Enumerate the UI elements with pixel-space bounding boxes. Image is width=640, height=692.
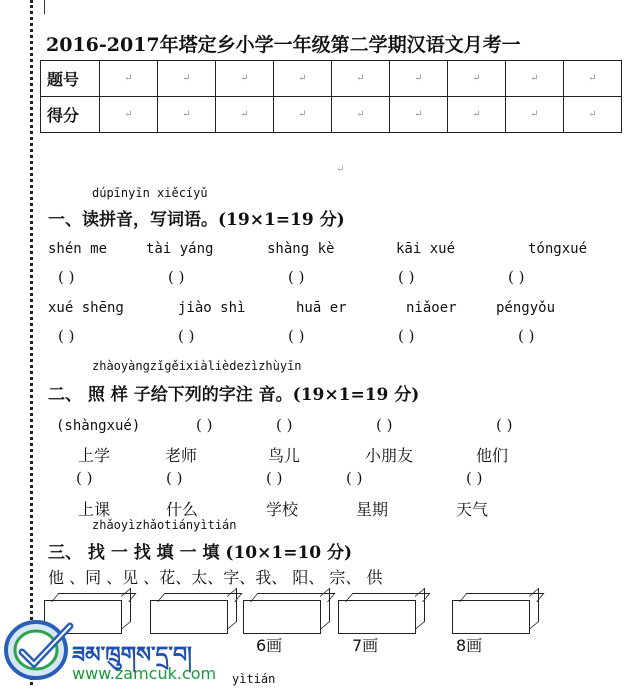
- section3-pinyin: zhǎoyìzhǎotiányìtián: [92, 518, 237, 532]
- character-list: 他 、同 、见 、花、太、字、我、 阳、 宗、 供: [48, 568, 383, 587]
- partial-pinyin: yìtián: [232, 672, 276, 686]
- answer-blank[interactable]: ( ): [496, 416, 513, 434]
- table-row: [41, 97, 622, 133]
- answer-blank[interactable]: ( ): [346, 469, 363, 487]
- answer-blank[interactable]: ( ): [466, 469, 483, 487]
- pinyin-item: kāi xué: [396, 241, 456, 257]
- answer-blank[interactable]: ( ): [376, 416, 393, 434]
- pinyin-item: tóngxué: [528, 241, 588, 257]
- word-item: 老师: [165, 446, 198, 465]
- answer-blank[interactable]: ( ): [58, 268, 75, 286]
- answer-blank[interactable]: ( ): [518, 327, 535, 345]
- word-item: 小朋友: [365, 446, 414, 465]
- section2-pinyin: zhàoyàngzǐgěixiàlièdezìzhùyīn: [92, 359, 302, 373]
- answer-blank[interactable]: ( ): [196, 416, 213, 434]
- answer-blank[interactable]: ( ): [508, 268, 525, 286]
- answer-blank[interactable]: ( ): [398, 268, 415, 286]
- stroke-label: 6画: [256, 636, 283, 655]
- site-brand: ཟམ་ཁྲུགས་དྲ་བ།: [72, 642, 192, 668]
- page-title: 2016-2017年塔定乡小学一年级第二学期汉语文月考一: [46, 34, 521, 56]
- table-cell[interactable]: ↵: [274, 61, 332, 97]
- stroke-box[interactable]: [243, 600, 321, 634]
- top-tick: [44, 0, 45, 14]
- pinyin-item: niǎoer: [406, 300, 457, 316]
- stroke-box[interactable]: [452, 600, 530, 634]
- table-cell[interactable]: ↵: [158, 97, 216, 133]
- stroke-box[interactable]: [150, 600, 228, 634]
- table-cell[interactable]: ↵: [564, 61, 622, 97]
- row-label: 题号: [41, 61, 100, 97]
- pinyin-item: shén me: [48, 241, 108, 257]
- table-cell[interactable]: ↵: [506, 97, 564, 133]
- word-item: 上学: [78, 446, 111, 465]
- stroke-label: 7画: [352, 636, 379, 655]
- answer-blank[interactable]: ( ): [168, 268, 185, 286]
- word-item: 他们: [476, 446, 509, 465]
- site-logo: [0, 612, 82, 684]
- word-item: 鸟儿: [268, 446, 301, 465]
- table-cell[interactable]: ↵: [332, 61, 390, 97]
- answer-blank[interactable]: ( ): [288, 327, 305, 345]
- pinyin-item: shàng kè: [267, 241, 335, 257]
- pinyin-item: tài yáng: [146, 241, 214, 257]
- binding-margin-line: [30, 0, 33, 685]
- table-cell[interactable]: ↵: [100, 61, 158, 97]
- table-cell[interactable]: ↵: [216, 97, 274, 133]
- pinyin-item: xué shēng: [48, 300, 124, 316]
- answer-blank[interactable]: ( ): [166, 469, 183, 487]
- table-cell[interactable]: ↵: [100, 97, 158, 133]
- table-row: [41, 61, 622, 97]
- table-cell[interactable]: ↵: [448, 97, 506, 133]
- word-item: 天气: [456, 500, 489, 519]
- pinyin-item: péngyǒu: [496, 300, 556, 316]
- stroke-label: 8画: [456, 636, 483, 655]
- paragraph-mark: ↵: [336, 164, 345, 175]
- answer-blank[interactable]: ( ): [398, 327, 415, 345]
- answer-blank[interactable]: ( ): [288, 268, 305, 286]
- section1-heading: 一、读拼音，写词语。(19×1=19 分): [48, 210, 345, 230]
- table-cell[interactable]: ↵: [158, 61, 216, 97]
- table-cell[interactable]: ↵: [332, 97, 390, 133]
- pinyin-item: jiào shì: [178, 300, 246, 316]
- word-item: 上课: [78, 500, 111, 519]
- example-pinyin: (shàngxué): [56, 418, 141, 434]
- table-cell[interactable]: ↵: [274, 97, 332, 133]
- section3-heading: 三、 找 一 找 填 一 填 (10×1=10 分): [48, 543, 353, 563]
- table-cell[interactable]: ↵: [216, 61, 274, 97]
- table-cell[interactable]: ↵: [390, 61, 448, 97]
- table-cell[interactable]: ↵: [448, 61, 506, 97]
- table-cell[interactable]: ↵: [564, 97, 622, 133]
- answer-blank[interactable]: ( ): [276, 416, 293, 434]
- section2-heading: 二、 照 样 子给下列的字注 音。(19×1=19 分): [48, 385, 420, 405]
- word-item: 星期: [356, 500, 389, 519]
- answer-blank[interactable]: ( ): [58, 327, 75, 345]
- score-table: [40, 60, 622, 133]
- word-item: 什么: [166, 500, 199, 519]
- site-url[interactable]: www.zamcuk.com: [72, 664, 217, 683]
- answer-blank[interactable]: ( ): [178, 327, 195, 345]
- answer-blank[interactable]: ( ): [76, 469, 93, 487]
- stroke-box[interactable]: [338, 600, 416, 634]
- table-cell[interactable]: ↵: [506, 61, 564, 97]
- answer-blank[interactable]: ( ): [266, 469, 283, 487]
- row-label: 得分: [41, 97, 100, 133]
- section1-pinyin: dúpīnyīn xiěcíyǔ: [92, 186, 208, 200]
- word-item: 学校: [266, 500, 299, 519]
- pinyin-item: huā er: [296, 300, 347, 316]
- table-cell[interactable]: ↵: [390, 97, 448, 133]
